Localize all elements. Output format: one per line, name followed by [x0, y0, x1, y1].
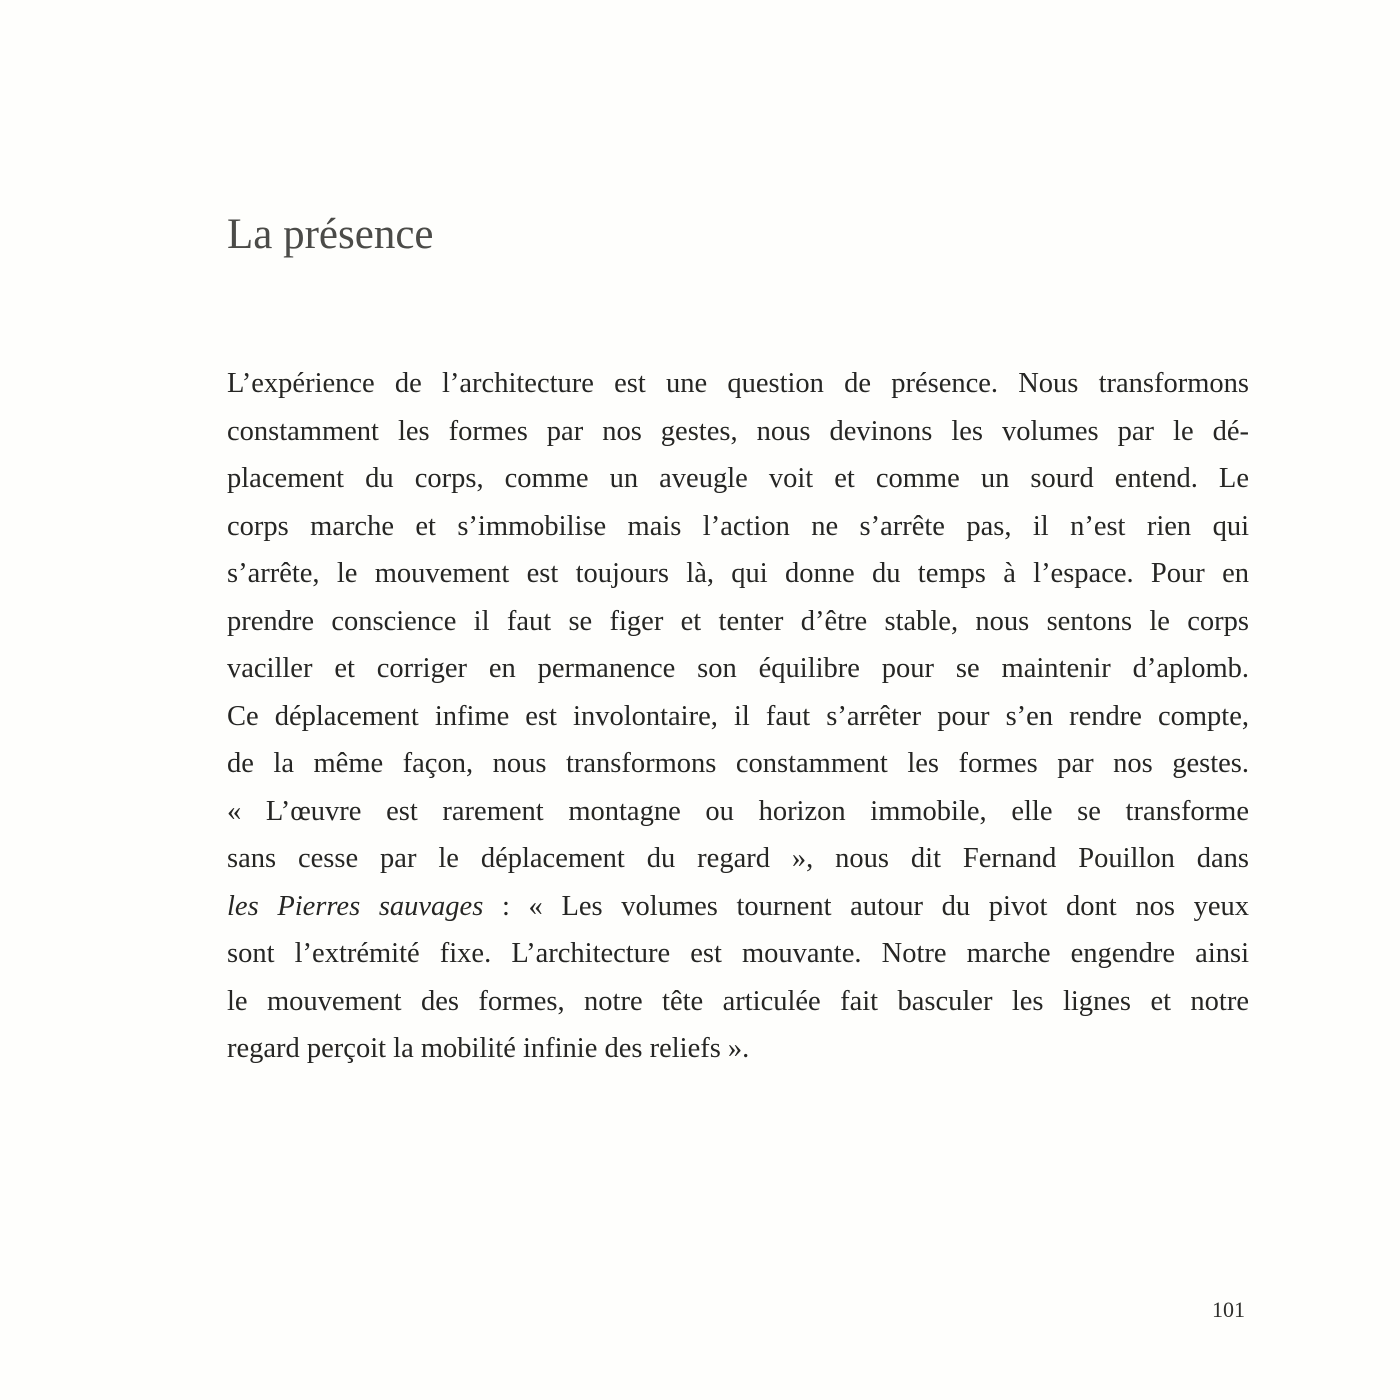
text-line: le mouvement des formes, notre tête articulée fait basculer les lignes et notre: [227, 985, 1249, 1017]
text-line: « L’œuvre est rarement montagne ou horizon immobile, elle se transforme: [227, 795, 1249, 827]
body-paragraph: [227, 360, 1249, 1073]
text-line: vaciller et corriger en permanence son équilibre pour se maintenir d’aplomb.: [227, 653, 1249, 684]
text-line-with-book-title: [227, 883, 1249, 931]
text-line: de la même façon, nous transformons constamment les formes par nos gestes.: [227, 748, 1249, 779]
text-line: corps marche et s’immobilise mais l’action ne s’arrête pas, il n’est rien qui: [227, 510, 1249, 542]
page-number: 101: [1212, 1297, 1245, 1322]
text-line: L’expérience de l’architecture est une question de présence. Nous transformons: [227, 368, 1249, 399]
chapter-title: La présence: [227, 211, 434, 258]
text-line: prendre conscience il faut se figer et tenter d’être stable, nous sentons le corps: [227, 605, 1249, 637]
text-line: placement du corps, comme un aveugle voit et comme un sourd entend. Le: [227, 463, 1249, 494]
text-line-rest: : « Les volumes tournent autour du pivot dont nos yeux: [483, 890, 1249, 922]
text-line: constamment les formes par nos gestes, nous devinons les volumes par le dé-: [227, 415, 1249, 447]
text-line: s’arrête, le mouvement est toujours là, qui donne du temps à l’espace. Pour en: [227, 558, 1249, 589]
text-line: sans cesse par le déplacement du regard », nous dit Fernand Pouillon dans: [227, 843, 1249, 874]
text-line: Ce déplacement infime est involontaire, il faut s’arrêter pour s’en rendre compte,: [227, 700, 1249, 732]
text-line: sont l’extrémité fixe. L’architecture est mouvante. Notre marche engendre ainsi: [227, 938, 1249, 969]
book-title-italic: les Pierres sauvages: [227, 890, 484, 922]
text-line-last: regard perçoit la mobilité infinie des reliefs ».: [227, 1033, 750, 1064]
